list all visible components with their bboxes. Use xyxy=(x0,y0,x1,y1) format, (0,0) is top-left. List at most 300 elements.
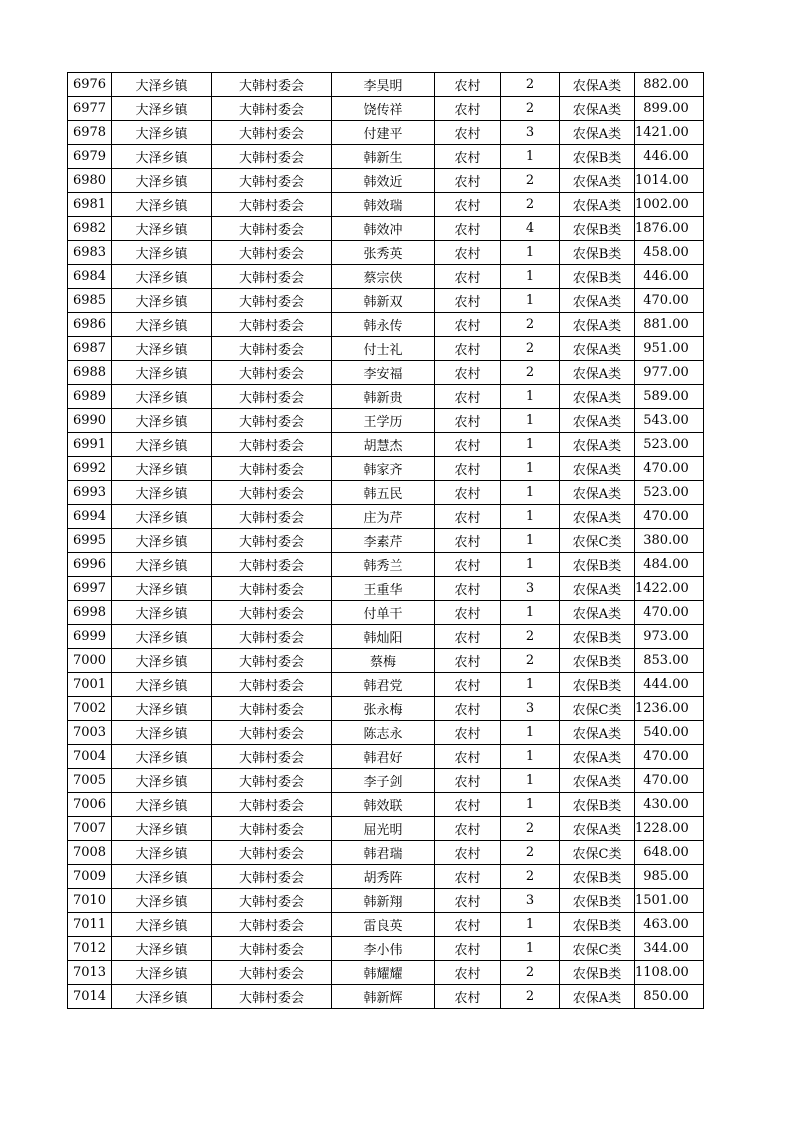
amount-cell: 430.00 xyxy=(635,793,704,817)
area-type-cell: 农村 xyxy=(435,121,501,145)
serial-no-cell: 7010 xyxy=(68,889,112,913)
area-type-cell: 农村 xyxy=(435,337,501,361)
category-cell: 农保B类 xyxy=(560,217,635,241)
category-cell: 农保A类 xyxy=(560,169,635,193)
name-cell: 张永梅 xyxy=(332,697,435,721)
serial-no-cell: 6990 xyxy=(68,409,112,433)
amount-cell: 484.00 xyxy=(635,553,704,577)
table-row xyxy=(68,433,704,457)
category-cell: 农保A类 xyxy=(560,313,635,337)
area-type-cell: 农村 xyxy=(435,145,501,169)
name-cell: 王重华 xyxy=(332,577,435,601)
amount-cell: 1002.00 xyxy=(635,193,704,217)
township-cell: 大泽乡镇 xyxy=(112,145,212,169)
name-cell: 韩效联 xyxy=(332,793,435,817)
township-cell: 大泽乡镇 xyxy=(112,193,212,217)
table-row xyxy=(68,193,704,217)
household-size-cell: 2 xyxy=(501,337,560,361)
table-row xyxy=(68,649,704,673)
category-cell: 农保A类 xyxy=(560,505,635,529)
village-committee-cell: 大韩村委会 xyxy=(212,505,332,529)
category-cell: 农保A类 xyxy=(560,361,635,385)
area-type-cell: 农村 xyxy=(435,697,501,721)
area-type-cell: 农村 xyxy=(435,649,501,673)
household-size-cell: 3 xyxy=(501,697,560,721)
area-type-cell: 农村 xyxy=(435,97,501,121)
table-body xyxy=(68,73,704,1009)
village-committee-cell: 大韩村委会 xyxy=(212,793,332,817)
category-cell: 农保B类 xyxy=(560,913,635,937)
village-committee-cell: 大韩村委会 xyxy=(212,457,332,481)
area-type-cell: 农村 xyxy=(435,793,501,817)
table-row xyxy=(68,865,704,889)
household-size-cell: 1 xyxy=(501,433,560,457)
amount-cell: 458.00 xyxy=(635,241,704,265)
township-cell: 大泽乡镇 xyxy=(112,73,212,97)
category-cell: 农保B类 xyxy=(560,889,635,913)
serial-no-cell: 6989 xyxy=(68,385,112,409)
serial-no-cell: 6988 xyxy=(68,361,112,385)
amount-cell: 446.00 xyxy=(635,145,704,169)
village-committee-cell: 大韩村委会 xyxy=(212,577,332,601)
amount-cell: 444.00 xyxy=(635,673,704,697)
serial-no-cell: 7007 xyxy=(68,817,112,841)
category-cell: 农保A类 xyxy=(560,721,635,745)
village-committee-cell: 大韩村委会 xyxy=(212,937,332,961)
name-cell: 陈志永 xyxy=(332,721,435,745)
village-committee-cell: 大韩村委会 xyxy=(212,217,332,241)
name-cell: 胡慧杰 xyxy=(332,433,435,457)
table-row xyxy=(68,841,704,865)
township-cell: 大泽乡镇 xyxy=(112,889,212,913)
area-type-cell: 农村 xyxy=(435,433,501,457)
name-cell: 韩五民 xyxy=(332,481,435,505)
area-type-cell: 农村 xyxy=(435,385,501,409)
name-cell: 韩君瑞 xyxy=(332,841,435,865)
name-cell: 李昊明 xyxy=(332,73,435,97)
category-cell: 农保B类 xyxy=(560,145,635,169)
township-cell: 大泽乡镇 xyxy=(112,961,212,985)
amount-cell: 648.00 xyxy=(635,841,704,865)
household-size-cell: 2 xyxy=(501,841,560,865)
table-row xyxy=(68,361,704,385)
amount-cell: 881.00 xyxy=(635,313,704,337)
category-cell: 农保A类 xyxy=(560,289,635,313)
amount-cell: 853.00 xyxy=(635,649,704,673)
serial-no-cell: 7006 xyxy=(68,793,112,817)
village-committee-cell: 大韩村委会 xyxy=(212,697,332,721)
category-cell: 农保A类 xyxy=(560,121,635,145)
village-committee-cell: 大韩村委会 xyxy=(212,745,332,769)
serial-no-cell: 6999 xyxy=(68,625,112,649)
table-row xyxy=(68,625,704,649)
serial-no-cell: 6977 xyxy=(68,97,112,121)
amount-cell: 470.00 xyxy=(635,769,704,793)
amount-cell: 470.00 xyxy=(635,505,704,529)
village-committee-cell: 大韩村委会 xyxy=(212,121,332,145)
amount-cell: 463.00 xyxy=(635,913,704,937)
village-committee-cell: 大韩村委会 xyxy=(212,409,332,433)
table-row xyxy=(68,409,704,433)
category-cell: 农保A类 xyxy=(560,577,635,601)
household-size-cell: 1 xyxy=(501,769,560,793)
name-cell: 饶传祥 xyxy=(332,97,435,121)
category-cell: 农保A类 xyxy=(560,745,635,769)
amount-cell: 540.00 xyxy=(635,721,704,745)
name-cell: 王学历 xyxy=(332,409,435,433)
serial-no-cell: 6992 xyxy=(68,457,112,481)
area-type-cell: 农村 xyxy=(435,985,501,1009)
area-type-cell: 农村 xyxy=(435,529,501,553)
township-cell: 大泽乡镇 xyxy=(112,529,212,553)
serial-no-cell: 7001 xyxy=(68,673,112,697)
amount-cell: 470.00 xyxy=(635,289,704,313)
category-cell: 农保A类 xyxy=(560,409,635,433)
name-cell: 韩永传 xyxy=(332,313,435,337)
name-cell: 李子剑 xyxy=(332,769,435,793)
serial-no-cell: 6997 xyxy=(68,577,112,601)
serial-no-cell: 6983 xyxy=(68,241,112,265)
name-cell: 韩新双 xyxy=(332,289,435,313)
name-cell: 蔡梅 xyxy=(332,649,435,673)
name-cell: 付建平 xyxy=(332,121,435,145)
township-cell: 大泽乡镇 xyxy=(112,241,212,265)
household-size-cell: 4 xyxy=(501,217,560,241)
table-row xyxy=(68,889,704,913)
household-size-cell: 2 xyxy=(501,649,560,673)
village-committee-cell: 大韩村委会 xyxy=(212,889,332,913)
household-size-cell: 1 xyxy=(501,241,560,265)
village-committee-cell: 大韩村委会 xyxy=(212,721,332,745)
area-type-cell: 农村 xyxy=(435,721,501,745)
village-committee-cell: 大韩村委会 xyxy=(212,529,332,553)
area-type-cell: 农村 xyxy=(435,865,501,889)
amount-cell: 543.00 xyxy=(635,409,704,433)
amount-cell: 470.00 xyxy=(635,457,704,481)
township-cell: 大泽乡镇 xyxy=(112,313,212,337)
village-committee-cell: 大韩村委会 xyxy=(212,601,332,625)
village-committee-cell: 大韩村委会 xyxy=(212,337,332,361)
village-committee-cell: 大韩村委会 xyxy=(212,481,332,505)
serial-no-cell: 6981 xyxy=(68,193,112,217)
serial-no-cell: 6998 xyxy=(68,601,112,625)
area-type-cell: 农村 xyxy=(435,625,501,649)
township-cell: 大泽乡镇 xyxy=(112,625,212,649)
name-cell: 李素芹 xyxy=(332,529,435,553)
serial-no-cell: 7011 xyxy=(68,913,112,937)
category-cell: 农保C类 xyxy=(560,529,635,553)
household-size-cell: 2 xyxy=(501,817,560,841)
area-type-cell: 农村 xyxy=(435,817,501,841)
name-cell: 雷良英 xyxy=(332,913,435,937)
serial-no-cell: 6986 xyxy=(68,313,112,337)
amount-cell: 882.00 xyxy=(635,73,704,97)
household-size-cell: 1 xyxy=(501,793,560,817)
amount-cell: 470.00 xyxy=(635,745,704,769)
township-cell: 大泽乡镇 xyxy=(112,793,212,817)
amount-cell: 523.00 xyxy=(635,433,704,457)
table-row xyxy=(68,265,704,289)
household-size-cell: 1 xyxy=(501,505,560,529)
household-size-cell: 2 xyxy=(501,73,560,97)
village-committee-cell: 大韩村委会 xyxy=(212,289,332,313)
category-cell: 农保A类 xyxy=(560,817,635,841)
household-size-cell: 1 xyxy=(501,385,560,409)
name-cell: 韩效近 xyxy=(332,169,435,193)
category-cell: 农保B类 xyxy=(560,241,635,265)
amount-cell: 344.00 xyxy=(635,937,704,961)
township-cell: 大泽乡镇 xyxy=(112,409,212,433)
category-cell: 农保C类 xyxy=(560,841,635,865)
household-size-cell: 2 xyxy=(501,169,560,193)
area-type-cell: 农村 xyxy=(435,505,501,529)
category-cell: 农保A类 xyxy=(560,457,635,481)
village-committee-cell: 大韩村委会 xyxy=(212,193,332,217)
category-cell: 农保B类 xyxy=(560,865,635,889)
village-committee-cell: 大韩村委会 xyxy=(212,625,332,649)
amount-cell: 1014.00 xyxy=(635,169,704,193)
table-row xyxy=(68,73,704,97)
name-cell: 韩灿阳 xyxy=(332,625,435,649)
area-type-cell: 农村 xyxy=(435,673,501,697)
category-cell: 农保C类 xyxy=(560,937,635,961)
serial-no-cell: 7005 xyxy=(68,769,112,793)
area-type-cell: 农村 xyxy=(435,481,501,505)
serial-no-cell: 7000 xyxy=(68,649,112,673)
table-row xyxy=(68,673,704,697)
village-committee-cell: 大韩村委会 xyxy=(212,985,332,1009)
household-size-cell: 2 xyxy=(501,961,560,985)
name-cell: 韩效瑞 xyxy=(332,193,435,217)
township-cell: 大泽乡镇 xyxy=(112,217,212,241)
area-type-cell: 农村 xyxy=(435,73,501,97)
table-row xyxy=(68,817,704,841)
category-cell: 农保B类 xyxy=(560,553,635,577)
amount-cell: 850.00 xyxy=(635,985,704,1009)
serial-no-cell: 6991 xyxy=(68,433,112,457)
serial-no-cell: 6993 xyxy=(68,481,112,505)
name-cell: 张秀英 xyxy=(332,241,435,265)
amount-cell: 1108.00 xyxy=(635,961,704,985)
village-committee-cell: 大韩村委会 xyxy=(212,313,332,337)
amount-cell: 1421.00 xyxy=(635,121,704,145)
household-size-cell: 3 xyxy=(501,889,560,913)
household-size-cell: 1 xyxy=(501,553,560,577)
area-type-cell: 农村 xyxy=(435,265,501,289)
serial-no-cell: 6987 xyxy=(68,337,112,361)
category-cell: 农保A类 xyxy=(560,385,635,409)
village-committee-cell: 大韩村委会 xyxy=(212,73,332,97)
village-committee-cell: 大韩村委会 xyxy=(212,433,332,457)
household-size-cell: 1 xyxy=(501,721,560,745)
township-cell: 大泽乡镇 xyxy=(112,337,212,361)
township-cell: 大泽乡镇 xyxy=(112,577,212,601)
table-row xyxy=(68,337,704,361)
category-cell: 农保A类 xyxy=(560,481,635,505)
name-cell: 韩新翔 xyxy=(332,889,435,913)
area-type-cell: 农村 xyxy=(435,457,501,481)
table-row xyxy=(68,121,704,145)
township-cell: 大泽乡镇 xyxy=(112,289,212,313)
serial-no-cell: 7009 xyxy=(68,865,112,889)
serial-no-cell: 7004 xyxy=(68,745,112,769)
table-row xyxy=(68,721,704,745)
township-cell: 大泽乡镇 xyxy=(112,457,212,481)
township-cell: 大泽乡镇 xyxy=(112,673,212,697)
township-cell: 大泽乡镇 xyxy=(112,865,212,889)
amount-cell: 951.00 xyxy=(635,337,704,361)
serial-no-cell: 6978 xyxy=(68,121,112,145)
household-size-cell: 1 xyxy=(501,937,560,961)
township-cell: 大泽乡镇 xyxy=(112,121,212,145)
area-type-cell: 农村 xyxy=(435,193,501,217)
table-row xyxy=(68,145,704,169)
serial-no-cell: 6984 xyxy=(68,265,112,289)
amount-cell: 1876.00 xyxy=(635,217,704,241)
household-size-cell: 2 xyxy=(501,313,560,337)
table-row xyxy=(68,697,704,721)
township-cell: 大泽乡镇 xyxy=(112,97,212,121)
township-cell: 大泽乡镇 xyxy=(112,649,212,673)
household-size-cell: 1 xyxy=(501,289,560,313)
village-committee-cell: 大韩村委会 xyxy=(212,169,332,193)
area-type-cell: 农村 xyxy=(435,889,501,913)
household-size-cell: 1 xyxy=(501,409,560,433)
township-cell: 大泽乡镇 xyxy=(112,433,212,457)
household-size-cell: 3 xyxy=(501,121,560,145)
area-type-cell: 农村 xyxy=(435,553,501,577)
township-cell: 大泽乡镇 xyxy=(112,481,212,505)
category-cell: 农保B类 xyxy=(560,793,635,817)
village-committee-cell: 大韩村委会 xyxy=(212,817,332,841)
township-cell: 大泽乡镇 xyxy=(112,985,212,1009)
area-type-cell: 农村 xyxy=(435,745,501,769)
area-type-cell: 农村 xyxy=(435,577,501,601)
table-row xyxy=(68,385,704,409)
amount-cell: 899.00 xyxy=(635,97,704,121)
amount-cell: 523.00 xyxy=(635,481,704,505)
village-committee-cell: 大韩村委会 xyxy=(212,865,332,889)
category-cell: 农保A类 xyxy=(560,769,635,793)
table-row xyxy=(68,937,704,961)
area-type-cell: 农村 xyxy=(435,961,501,985)
name-cell: 付单干 xyxy=(332,601,435,625)
household-size-cell: 1 xyxy=(501,529,560,553)
household-size-cell: 2 xyxy=(501,985,560,1009)
amount-cell: 380.00 xyxy=(635,529,704,553)
township-cell: 大泽乡镇 xyxy=(112,385,212,409)
township-cell: 大泽乡镇 xyxy=(112,745,212,769)
village-committee-cell: 大韩村委会 xyxy=(212,961,332,985)
table-row xyxy=(68,217,704,241)
table-row xyxy=(68,961,704,985)
township-cell: 大泽乡镇 xyxy=(112,553,212,577)
area-type-cell: 农村 xyxy=(435,361,501,385)
name-cell: 韩新生 xyxy=(332,145,435,169)
data-table xyxy=(67,72,704,1009)
table-row xyxy=(68,793,704,817)
amount-cell: 985.00 xyxy=(635,865,704,889)
category-cell: 农保B类 xyxy=(560,265,635,289)
amount-cell: 977.00 xyxy=(635,361,704,385)
area-type-cell: 农村 xyxy=(435,241,501,265)
village-committee-cell: 大韩村委会 xyxy=(212,385,332,409)
table-row xyxy=(68,529,704,553)
name-cell: 胡秀阵 xyxy=(332,865,435,889)
table-row xyxy=(68,97,704,121)
household-size-cell: 1 xyxy=(501,673,560,697)
household-size-cell: 1 xyxy=(501,913,560,937)
category-cell: 农保B类 xyxy=(560,961,635,985)
area-type-cell: 农村 xyxy=(435,409,501,433)
name-cell: 韩新贵 xyxy=(332,385,435,409)
category-cell: 农保B类 xyxy=(560,625,635,649)
name-cell: 韩君好 xyxy=(332,745,435,769)
table-row xyxy=(68,241,704,265)
village-committee-cell: 大韩村委会 xyxy=(212,649,332,673)
amount-cell: 589.00 xyxy=(635,385,704,409)
serial-no-cell: 6976 xyxy=(68,73,112,97)
category-cell: 农保A类 xyxy=(560,601,635,625)
amount-cell: 470.00 xyxy=(635,601,704,625)
township-cell: 大泽乡镇 xyxy=(112,265,212,289)
township-cell: 大泽乡镇 xyxy=(112,721,212,745)
area-type-cell: 农村 xyxy=(435,217,501,241)
household-size-cell: 2 xyxy=(501,193,560,217)
serial-no-cell: 7008 xyxy=(68,841,112,865)
name-cell: 李小伟 xyxy=(332,937,435,961)
table-row xyxy=(68,169,704,193)
household-size-cell: 1 xyxy=(501,601,560,625)
area-type-cell: 农村 xyxy=(435,937,501,961)
village-committee-cell: 大韩村委会 xyxy=(212,841,332,865)
name-cell: 韩耀耀 xyxy=(332,961,435,985)
village-committee-cell: 大韩村委会 xyxy=(212,913,332,937)
serial-no-cell: 7013 xyxy=(68,961,112,985)
table-row xyxy=(68,769,704,793)
serial-no-cell: 7012 xyxy=(68,937,112,961)
area-type-cell: 农村 xyxy=(435,169,501,193)
township-cell: 大泽乡镇 xyxy=(112,169,212,193)
village-committee-cell: 大韩村委会 xyxy=(212,145,332,169)
township-cell: 大泽乡镇 xyxy=(112,841,212,865)
township-cell: 大泽乡镇 xyxy=(112,361,212,385)
amount-cell: 1501.00 xyxy=(635,889,704,913)
village-committee-cell: 大韩村委会 xyxy=(212,97,332,121)
category-cell: 农保A类 xyxy=(560,985,635,1009)
household-size-cell: 2 xyxy=(501,97,560,121)
table-row xyxy=(68,745,704,769)
township-cell: 大泽乡镇 xyxy=(112,769,212,793)
table-row xyxy=(68,601,704,625)
township-cell: 大泽乡镇 xyxy=(112,937,212,961)
household-size-cell: 1 xyxy=(501,457,560,481)
household-size-cell: 1 xyxy=(501,265,560,289)
township-cell: 大泽乡镇 xyxy=(112,601,212,625)
area-type-cell: 农村 xyxy=(435,601,501,625)
table-row xyxy=(68,505,704,529)
household-size-cell: 1 xyxy=(501,481,560,505)
category-cell: 农保B类 xyxy=(560,673,635,697)
category-cell: 农保A类 xyxy=(560,433,635,457)
serial-no-cell: 6982 xyxy=(68,217,112,241)
household-size-cell: 1 xyxy=(501,745,560,769)
township-cell: 大泽乡镇 xyxy=(112,817,212,841)
village-committee-cell: 大韩村委会 xyxy=(212,241,332,265)
category-cell: 农保B类 xyxy=(560,649,635,673)
table-row xyxy=(68,577,704,601)
village-committee-cell: 大韩村委会 xyxy=(212,553,332,577)
